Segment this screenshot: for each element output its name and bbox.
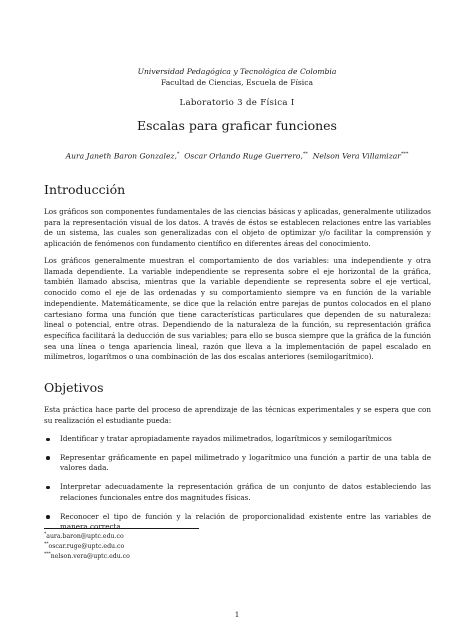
- list-item: [44, 482, 431, 503]
- footnote-email-link[interactable]: nelson.vera@uptc.edu.co: [50, 553, 130, 561]
- footnote-email-link[interactable]: aura.baron@uptc.edu.co: [46, 533, 124, 541]
- author-mark: ***: [400, 151, 409, 157]
- bullet-icon: [46, 438, 50, 442]
- objectives-intro: Esta práctica hace parte del proceso de aprendizaje de las técnicas experimentales y se espera que con su realización el estudiante pueda:: [44, 405, 431, 425]
- list-item-text: Reconocer el tipo de función y la relación de proporcionalidad existente entre las variables de manera correcta.: [60, 511, 431, 532]
- page-number: 1: [234, 610, 240, 619]
- list-item-text: Interpretar adecuadamente la representación gráfica de un conjunto de datos estableciendo las relaciones funcionales entre dos magnitudes físicas.: [60, 482, 431, 502]
- lab-label: Laboratorio 3 de Física I: [179, 98, 295, 108]
- footnote-mark: *: [44, 532, 47, 537]
- bullet-icon: [46, 515, 50, 519]
- author-name: Aura Janeth Baron Gonzalez,: [65, 151, 177, 161]
- university-name: Universidad Pedagógica y Tecnológica de Colombia: [137, 67, 337, 76]
- footnote: [44, 541, 124, 551]
- list-item: [44, 512, 431, 533]
- section-heading-introduccion: Introducción: [44, 182, 126, 197]
- author-name: Nelson Vera Villamizar: [312, 151, 401, 161]
- list-item-text: Representar gráficamente en papel milimetrado y logarítmico una función a partir de una tabla de valores dada.: [60, 452, 431, 473]
- intro-paragraph-1: Los gráficos son componentes fundamentales de las ciencias básicas y aplicadas, generalmente utilizados para la representación visual de los datos. A través de éstos se establecen relaciones entre las variables de un sistema, las cuales son generalizadas con el objeto de optimizar y/o facilitar la comprensión y aplicación de fenómenos con fundamento científico en diferentes áreas del conocimiento.: [44, 207, 431, 249]
- footnote-email-link[interactable]: oscar.ruge@uptc.edu.co: [48, 543, 125, 551]
- intro-paragraph-2: Los gráficos generalmente muestran el comportamiento de dos variables: una independiente y otra llamada dependiente. La variable independiente se representa sobre el eje horizontal de la gráfica, también llamado abscisa, mientras que la variable dependiente se representa sobre el eje vertical, conocido como el eje de las ordenadas y su comportamiento siempre va en función de la variable independiente. Matemáticamente, se dice que la relación entre parejas de puntos colocados en el plano cartesiano forma una función que tiene características particulares que dependen de su naturaleza: lineal o potencial, entre otras. Dependiendo de la naturaleza de la función, su representación gráfica específica facilitará la deducción de sus variables; para ello se busca siempre que la gráfica de la función sea una línea o tenga apariencia lineal, razón que lleva a la implementación de papel escalado en milímetros, logarítmos o una combinación de las dos escalas anteriores (semilogarítmico).: [44, 256, 431, 362]
- bullet-icon: [46, 486, 50, 490]
- list-item-text: Identificar y tratar apropiadamente rayados milimetrados, logarítmicos y semilogarítmicos: [60, 434, 392, 443]
- footnote-rule: [44, 528, 199, 529]
- author-mark: *: [176, 151, 180, 157]
- footnote: [44, 531, 124, 541]
- footnote-mark: **: [44, 542, 49, 547]
- author-mark: **: [302, 151, 308, 157]
- paper-title: Escalas para graficar funciones: [137, 118, 337, 133]
- list-item: [44, 434, 431, 445]
- objectives-list: [44, 434, 431, 533]
- footnote-mark: ***: [44, 552, 51, 557]
- section-heading-objetivos: Objetivos: [44, 380, 104, 395]
- bullet-icon: [46, 456, 50, 460]
- faculty-name: Facultad de Ciencias, Escuela de Física: [160, 78, 314, 87]
- author-line: [0, 149, 474, 162]
- footnote: [44, 551, 130, 561]
- list-item: [44, 453, 431, 474]
- author-name: Oscar Orlando Ruge Guerrero,: [184, 151, 303, 161]
